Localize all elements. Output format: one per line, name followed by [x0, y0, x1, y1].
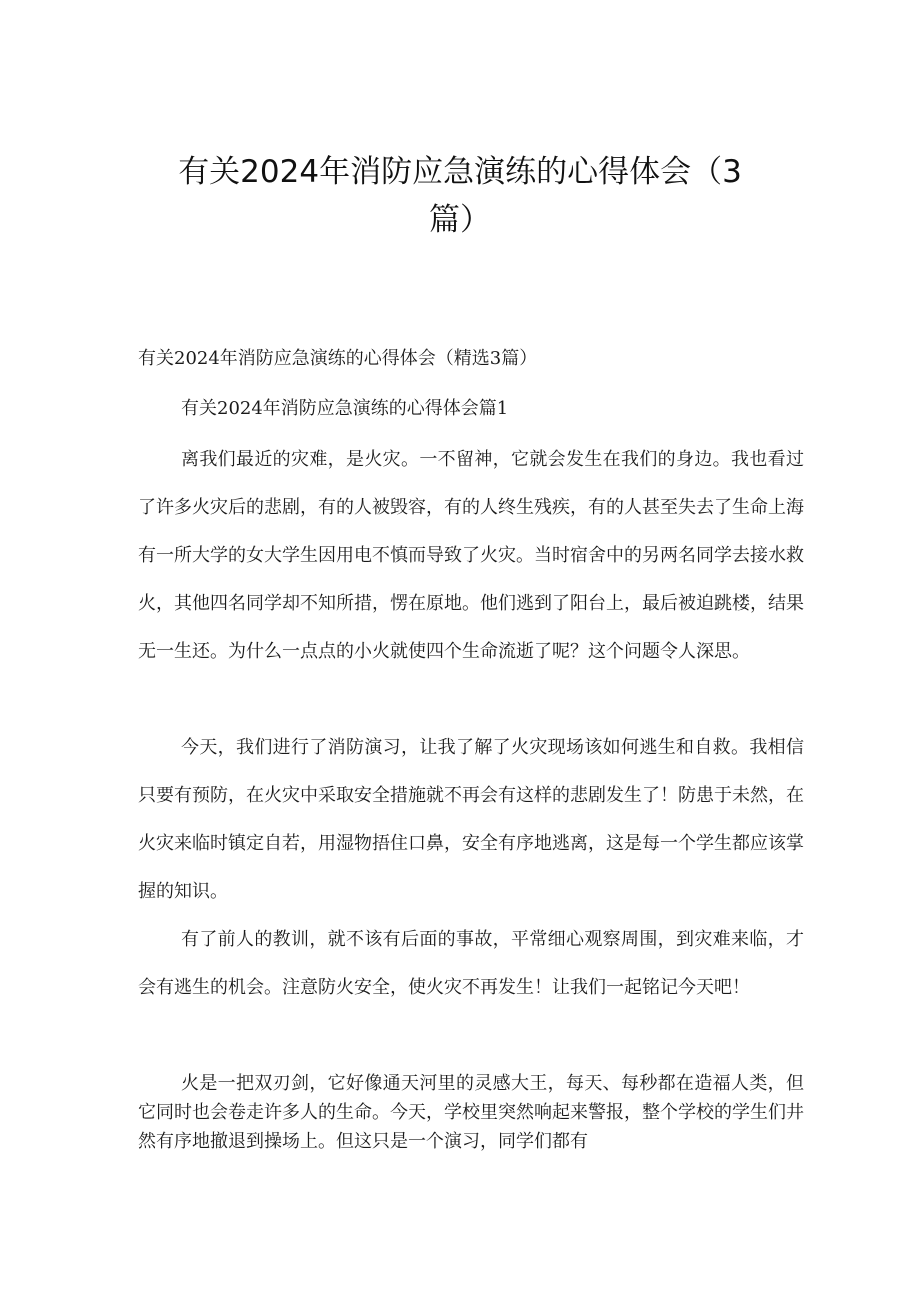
paragraph-1: 离我们最近的灾难，是火灾。一不留神，它就会发生在我们的身边。我也看过了许多火灾后的悲剧，有的人被毁容，有的人终生残疾，有的人甚至失去了生命上海有一所大学的女大学生因用电不慎而导致了火灾。当时宿舍中的另两名同学去接水救火，其他四名同学却不知所措，愣在原地。他们逃到了阳台上，最后被迫跳楼，结果无一生还。为什么一点点的小火就使四个生命流逝了呢？这个问题令人深思。 — [138, 449, 804, 662]
document-title — [120, 148, 800, 244]
document-title-line-2: 篇） — [429, 202, 491, 238]
section-heading: 有关2024年消防应急演练的心得体会篇1 — [181, 398, 509, 419]
document-subtitle: 有关2024年消防应急演练的心得体会（精选3篇） — [138, 348, 538, 369]
paragraph-3: 有了前人的教训，就不该有后面的事故，平常细心观察周围，到灾难来临，才会有逃生的机会。注意防火安全，使火灾不再发生！让我们一起铭记今天吧！ — [138, 929, 804, 998]
document-title-line-1: 有关2024年消防应急演练的心得体会（3 — [178, 154, 742, 190]
paragraph-4: 火是一把双刃剑，它好像通天河里的灵感大王，每天、每秒都在造福人类，但它同时也会卷走许多人的生命。今天，学校里突然响起来警报，整个学校的学生们井然有序地撤退到操场上。但这只是一个演习，同学们都有 — [138, 1073, 804, 1152]
paragraph-2: 今天，我们进行了消防演习，让我了解了火灾现场该如何逃生和自救。我相信只要有预防，在火灾中采取安全措施就不再会有这样的悲剧发生了！防患于未然，在火灾来临时镇定自若，用湿物捂住口鼻，安全有序地逃离，这是每一个学生都应该掌握的知识。 — [138, 737, 804, 902]
